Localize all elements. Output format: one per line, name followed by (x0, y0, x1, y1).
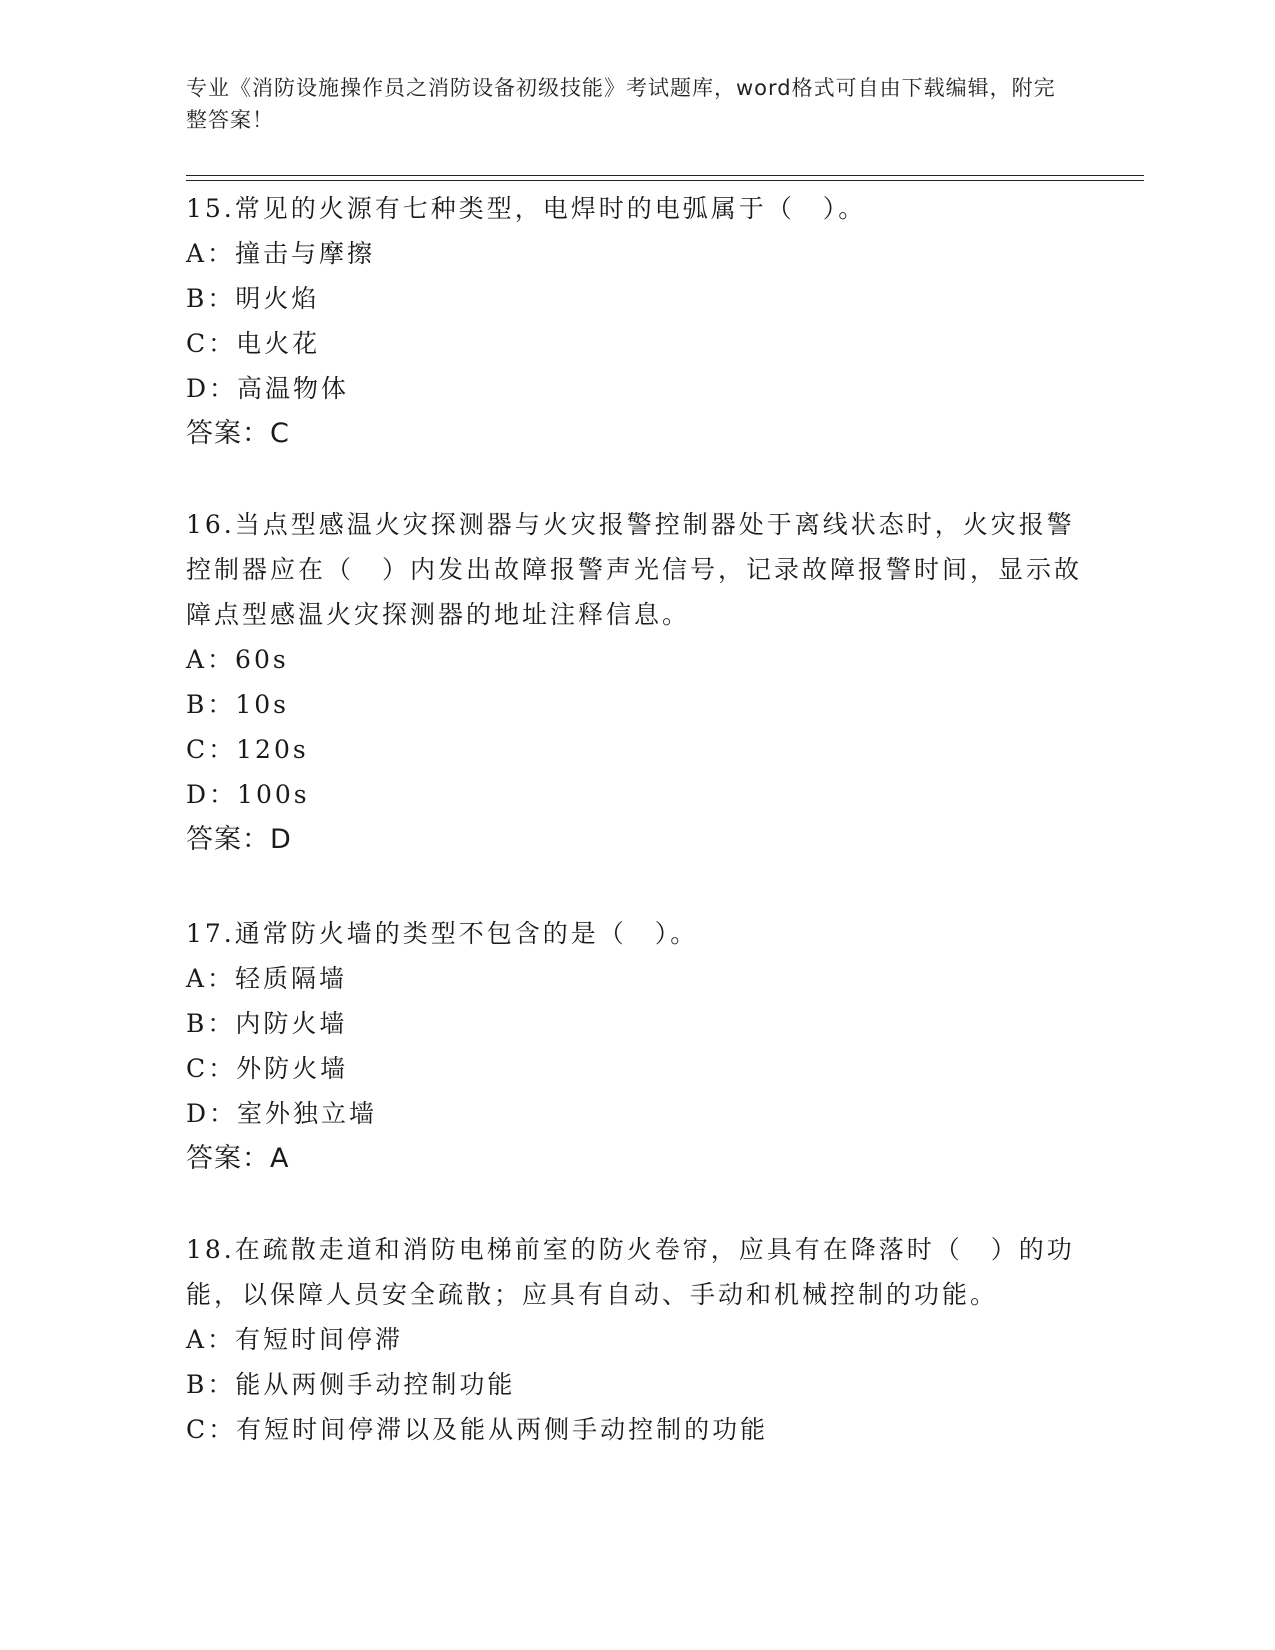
option-b: B：内防火墙 (186, 1009, 348, 1038)
answer: 答案：D (186, 824, 292, 855)
question-15 (186, 186, 1086, 456)
question-stem: 17.通常防火墙的类型不包含的是（ ）。 (186, 919, 699, 948)
header-divider-bottom (186, 180, 1144, 181)
option-d: D：100s (186, 780, 310, 809)
option-a: A：有短时间停滞 (186, 1325, 404, 1354)
option-a: A：60s (186, 645, 289, 674)
option-b: B：能从两侧手动控制功能 (186, 1370, 516, 1399)
option-c: C：外防火墙 (186, 1054, 349, 1083)
option-d: D：室外独立墙 (186, 1099, 378, 1128)
question-17 (186, 911, 1086, 1181)
document-header: 专业《消防设施操作员之消防设备初级技能》考试题库，word格式可自由下载编辑，附完整答案！ (186, 76, 1056, 132)
question-18 (186, 1227, 1086, 1452)
answer: 答案：A (186, 1143, 290, 1174)
question-stem: 16.当点型感温火灾探测器与火灾报警控制器处于离线状态时，火灾报警控制器应在（ ）内发出故障报警声光信号，记录故障报警时间，显示故障点型感温火灾探测器的地址注释信息。 (186, 510, 1083, 629)
question-16 (186, 502, 1086, 862)
option-c: C：电火花 (186, 329, 321, 358)
option-d: D：高温物体 (186, 374, 350, 403)
question-stem: 18.在疏散走道和消防电梯前室的防火卷帘，应具有在降落时（ ）的功能，以保障人员安全疏散；应具有自动、手动和机械控制的功能。 (186, 1235, 1075, 1309)
option-b: B：明火焰 (186, 284, 320, 313)
question-stem: 15.常见的火源有七种类型，电焊时的电弧属于（ ）。 (186, 194, 867, 223)
option-c: C：120s (186, 735, 309, 764)
option-c: C：有短时间停滞以及能从两侧手动控制的功能 (186, 1415, 769, 1444)
option-b: B：10s (186, 690, 290, 719)
option-a: A：轻质隔墙 (186, 964, 348, 993)
header-divider-top (186, 175, 1144, 176)
answer: 答案：C (186, 418, 290, 449)
option-a: A：撞击与摩擦 (186, 239, 376, 268)
